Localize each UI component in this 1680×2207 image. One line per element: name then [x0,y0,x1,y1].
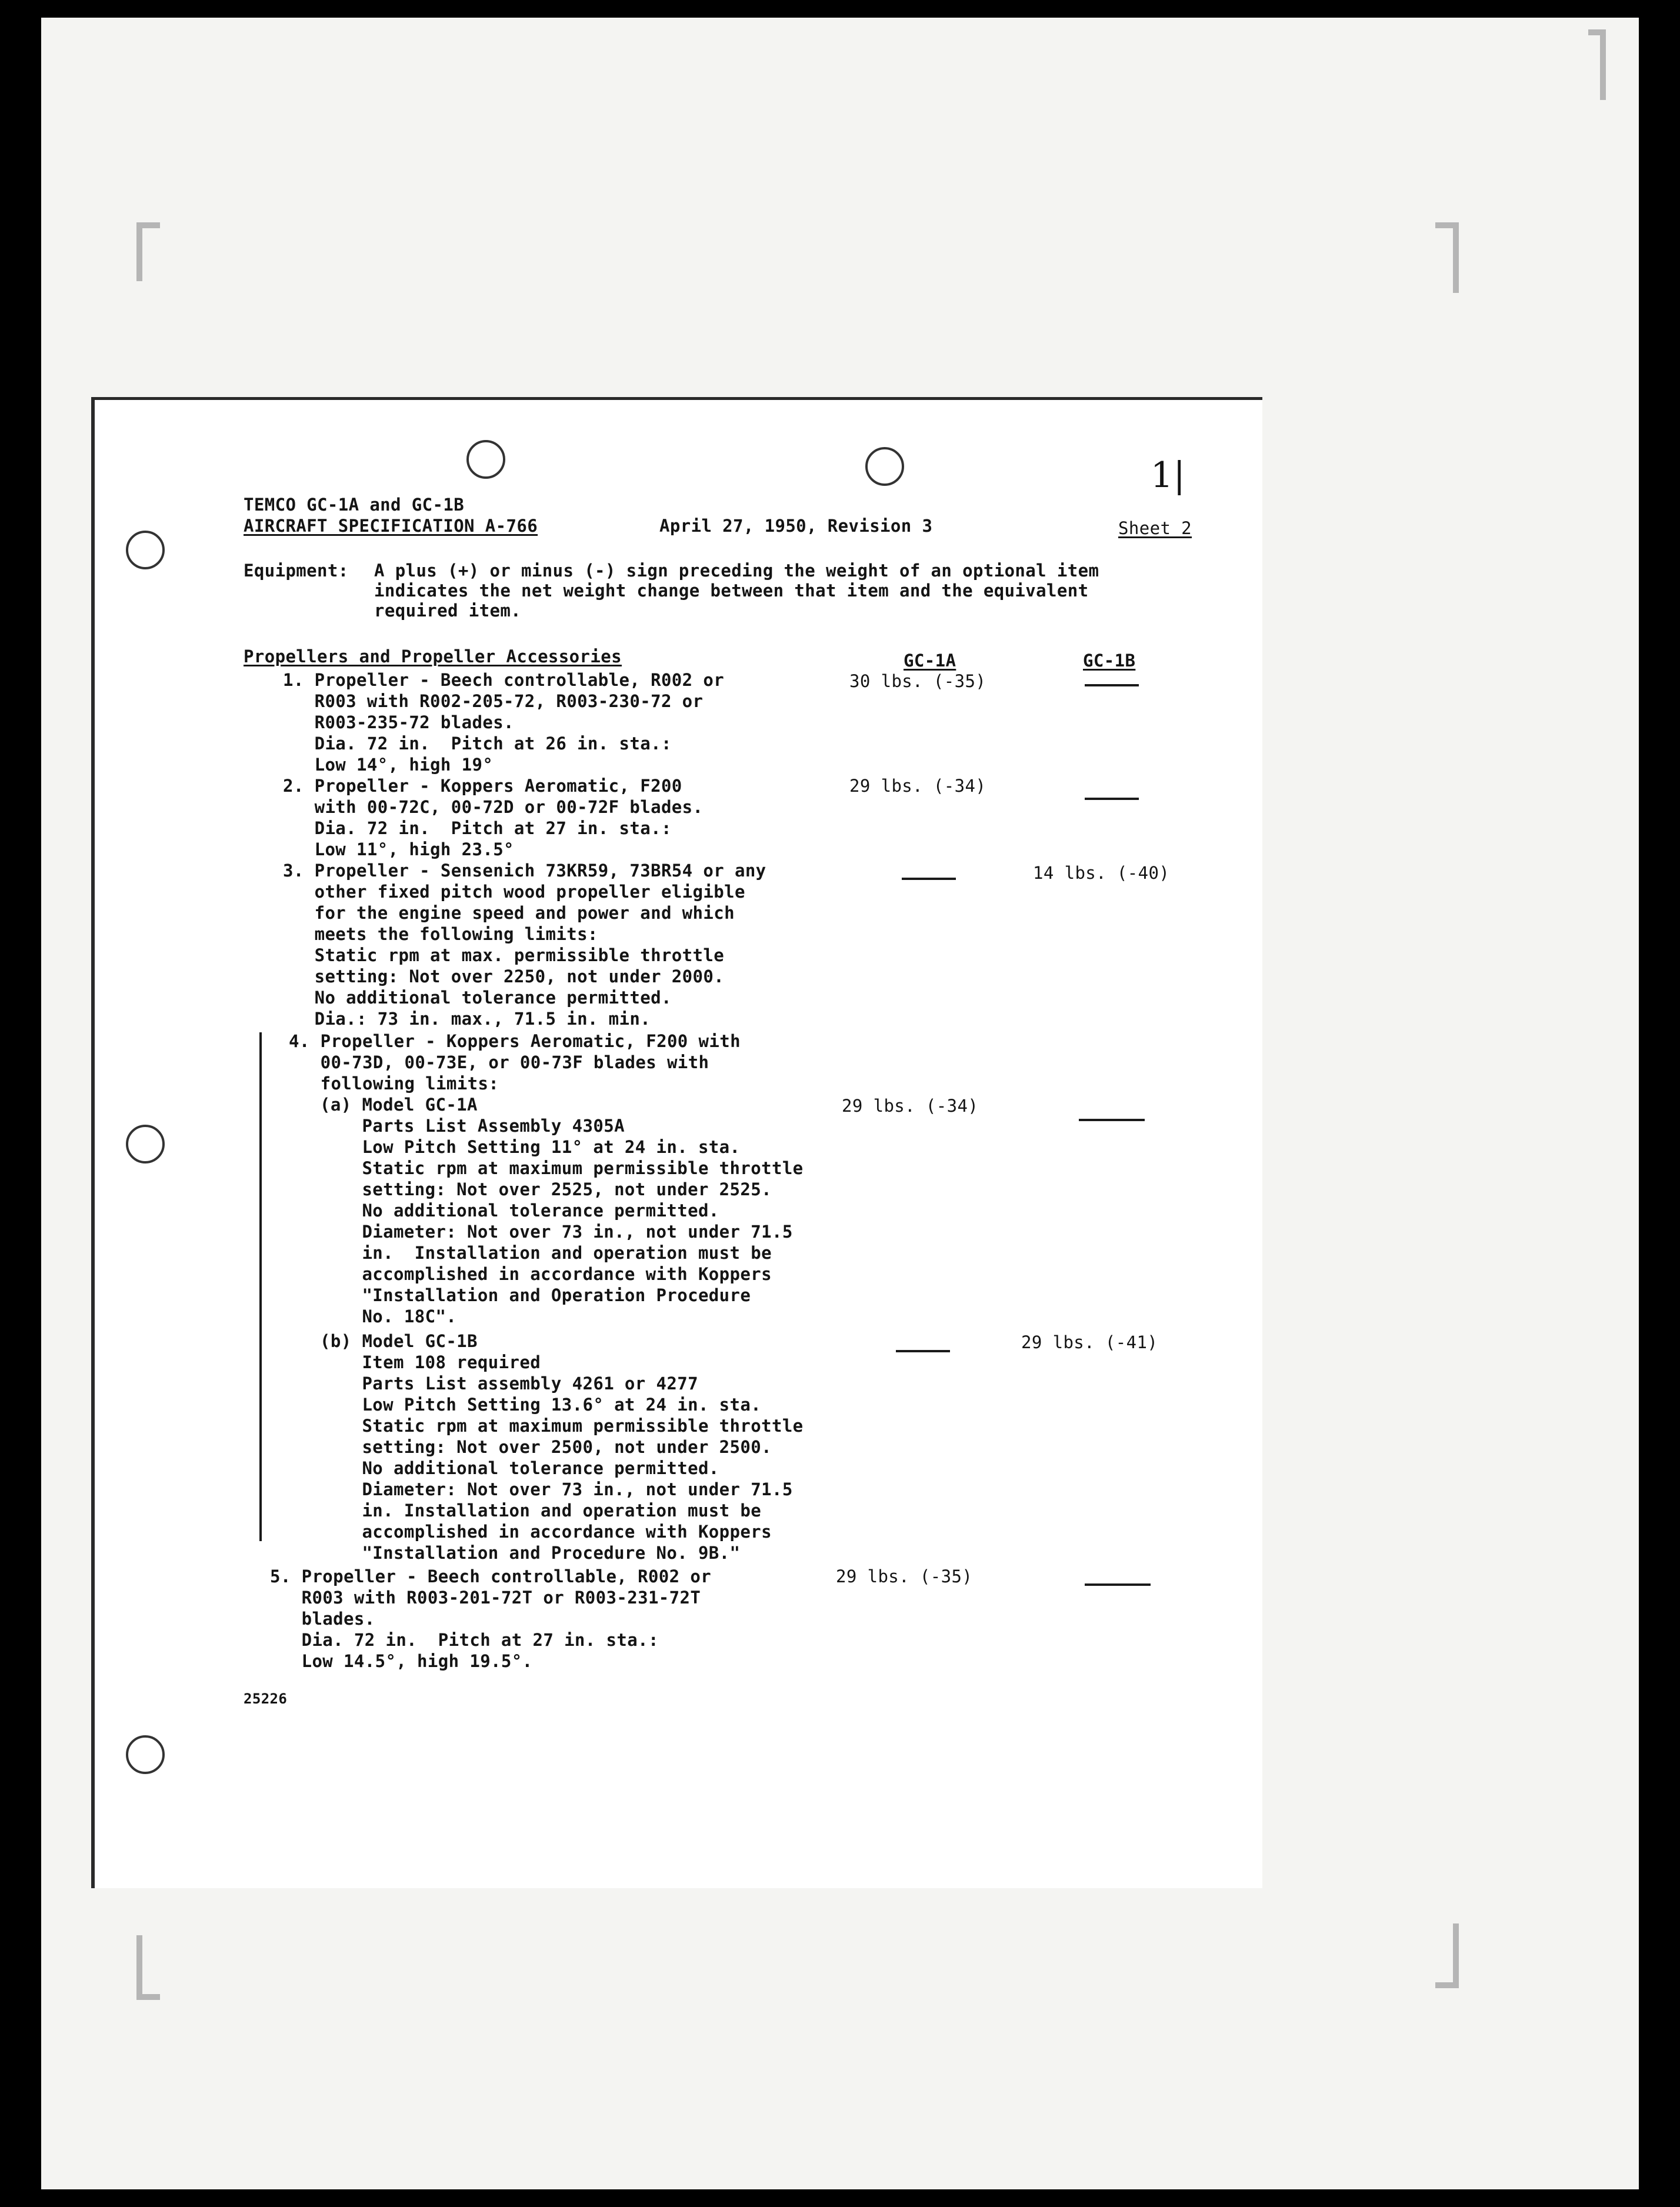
document-code: 25226 [244,1691,288,1707]
item-line: 5. Propeller - Beech controllable, R002 or [270,1566,712,1586]
item-line: Parts List Assembly 4305A [320,1116,625,1136]
item-line: Dia. 72 in. Pitch at 27 in. sta.: [283,818,672,838]
item-line: "Installation and Procedure No. 9B." [320,1543,741,1563]
crop-mark-top-left [136,222,160,281]
item-line: blades. [270,1609,375,1629]
item-line: setting: Not over 2500, not under 2500. [320,1437,772,1457]
equipment-note-line: indicates the net weight change between that item and the equivalent [374,581,1089,601]
weight-gc1b: 14 lbs. (-40) [1033,863,1170,883]
item-line: with 00-72C, 00-72D or 00-72F blades. [283,797,704,817]
item-line: Parts List assembly 4261 or 4277 [320,1373,698,1393]
item-line: 4. Propeller - Koppers Aeromatic, F200 with [289,1031,741,1051]
punch-hole-icon [126,531,165,569]
document-sheet [91,397,1262,1888]
item-line: No additional tolerance permitted. [320,1201,719,1221]
item-line: accomplished in accordance with Koppers [320,1264,772,1284]
item-line: Static rpm at max. permissible throttle [283,945,725,965]
item-line: Dia. 72 in. Pitch at 26 in. sta.: [283,734,672,754]
item-line: No additional tolerance permitted. [320,1458,719,1478]
item-line: in. Installation and operation must be [320,1243,772,1263]
item-line: R003 with R002-205-72, R003-230-72 or [283,691,704,711]
weight-gc1a: 29 lbs. (-34) [849,776,986,796]
item-line: Low 11°, high 23.5° [283,839,514,859]
section-title: Propellers and Propeller Accessories [244,646,622,666]
item-line: setting: Not over 2525, not under 2525. [320,1179,772,1199]
equipment-note-line: required item. [374,601,522,621]
weight-gc1a: 30 lbs. (-35) [849,671,986,691]
date-revision: April 27, 1950, Revision 3 [659,516,933,536]
item-line: Low 14°, high 19° [283,755,494,775]
item-line: R003-235-72 blades. [283,712,514,732]
punch-hole-icon [865,447,904,486]
weight-gc1a: 29 lbs. (-35) [836,1566,973,1586]
crop-mark-corner [1588,29,1606,100]
item-line: (b) Model GC-1B [320,1331,478,1351]
weight-gc1b-none [1085,1583,1151,1586]
column-header-gc1a: GC-1A [904,651,956,671]
weight-gc1b-none [1085,684,1139,686]
punch-hole-icon [126,1735,165,1774]
item-line: Low Pitch Setting 13.6° at 24 in. sta. [320,1395,762,1415]
item-line: following limits: [289,1074,499,1094]
header-title: TEMCO GC-1A and GC-1B [244,495,465,515]
item-line: Static rpm at maximum permissible throttle [320,1416,804,1436]
handwritten-mark: 1| [1151,455,1186,496]
item-line: Static rpm at maximum permissible throttle [320,1158,804,1178]
item-line: (a) Model GC-1A [320,1095,478,1115]
crop-mark-top-right [1435,222,1459,293]
item-line: No. 18C". [320,1306,457,1326]
weight-gc1a: 29 lbs. (-34) [842,1096,979,1116]
crop-mark-bottom-right [1435,1923,1459,1988]
item-line: Diameter: Not over 73 in., not under 71.5 [320,1479,793,1499]
item-line: Low 14.5°, high 19.5°. [270,1651,533,1671]
item-line: 3. Propeller - Sensenich 73KR59, 73BR54 or any [283,861,766,881]
equipment-note-line: A plus (+) or minus (-) sign preceding the weight of an optional item [374,561,1099,581]
item-line: 1. Propeller - Beech controllable, R002 or [283,670,725,690]
item-line: Item 108 required [320,1352,541,1372]
item-line: other fixed pitch wood propeller eligible [283,882,745,902]
weight-gc1b: 29 lbs. (-41) [1021,1332,1158,1352]
weight-gc1a-none [902,878,956,880]
item-line: setting: Not over 2250, not under 2000. [283,966,725,986]
item-line: 00-73D, 00-73E, or 00-73F blades with [289,1052,709,1072]
item-line: 2. Propeller - Koppers Aeromatic, F200 [283,776,682,796]
weight-gc1b-none [1079,1119,1145,1121]
item-line: for the engine speed and power and which [283,903,735,923]
item-line: Low Pitch Setting 11° at 24 in. sta. [320,1137,741,1157]
punch-hole-icon [126,1125,165,1163]
item-line: Diameter: Not over 73 in., not under 71.5 [320,1222,793,1242]
item-line: in. Installation and operation must be [320,1501,762,1521]
item-line: meets the following limits: [283,924,598,944]
item-line: R003 with R003-201-72T or R003-231-72T [270,1588,701,1608]
item-line: Dia. 72 in. Pitch at 27 in. sta.: [270,1630,659,1650]
item-line: "Installation and Operation Procedure [320,1285,751,1305]
revision-bar [259,1032,262,1541]
item-line: accomplished in accordance with Koppers [320,1522,772,1542]
weight-gc1a-none [896,1350,950,1352]
item-line: Dia.: 73 in. max., 71.5 in. min. [283,1009,651,1029]
weight-gc1b-none [1085,798,1139,800]
specification-number: AIRCRAFT SPECIFICATION A-766 [244,516,538,536]
item-line: No additional tolerance permitted. [283,988,672,1008]
crop-mark-bottom-left [136,1935,160,2000]
equipment-label: Equipment: [244,561,349,581]
sheet-number: Sheet 2 [1118,518,1192,538]
column-header-gc1b: GC-1B [1083,651,1136,671]
punch-hole-icon [466,440,505,479]
